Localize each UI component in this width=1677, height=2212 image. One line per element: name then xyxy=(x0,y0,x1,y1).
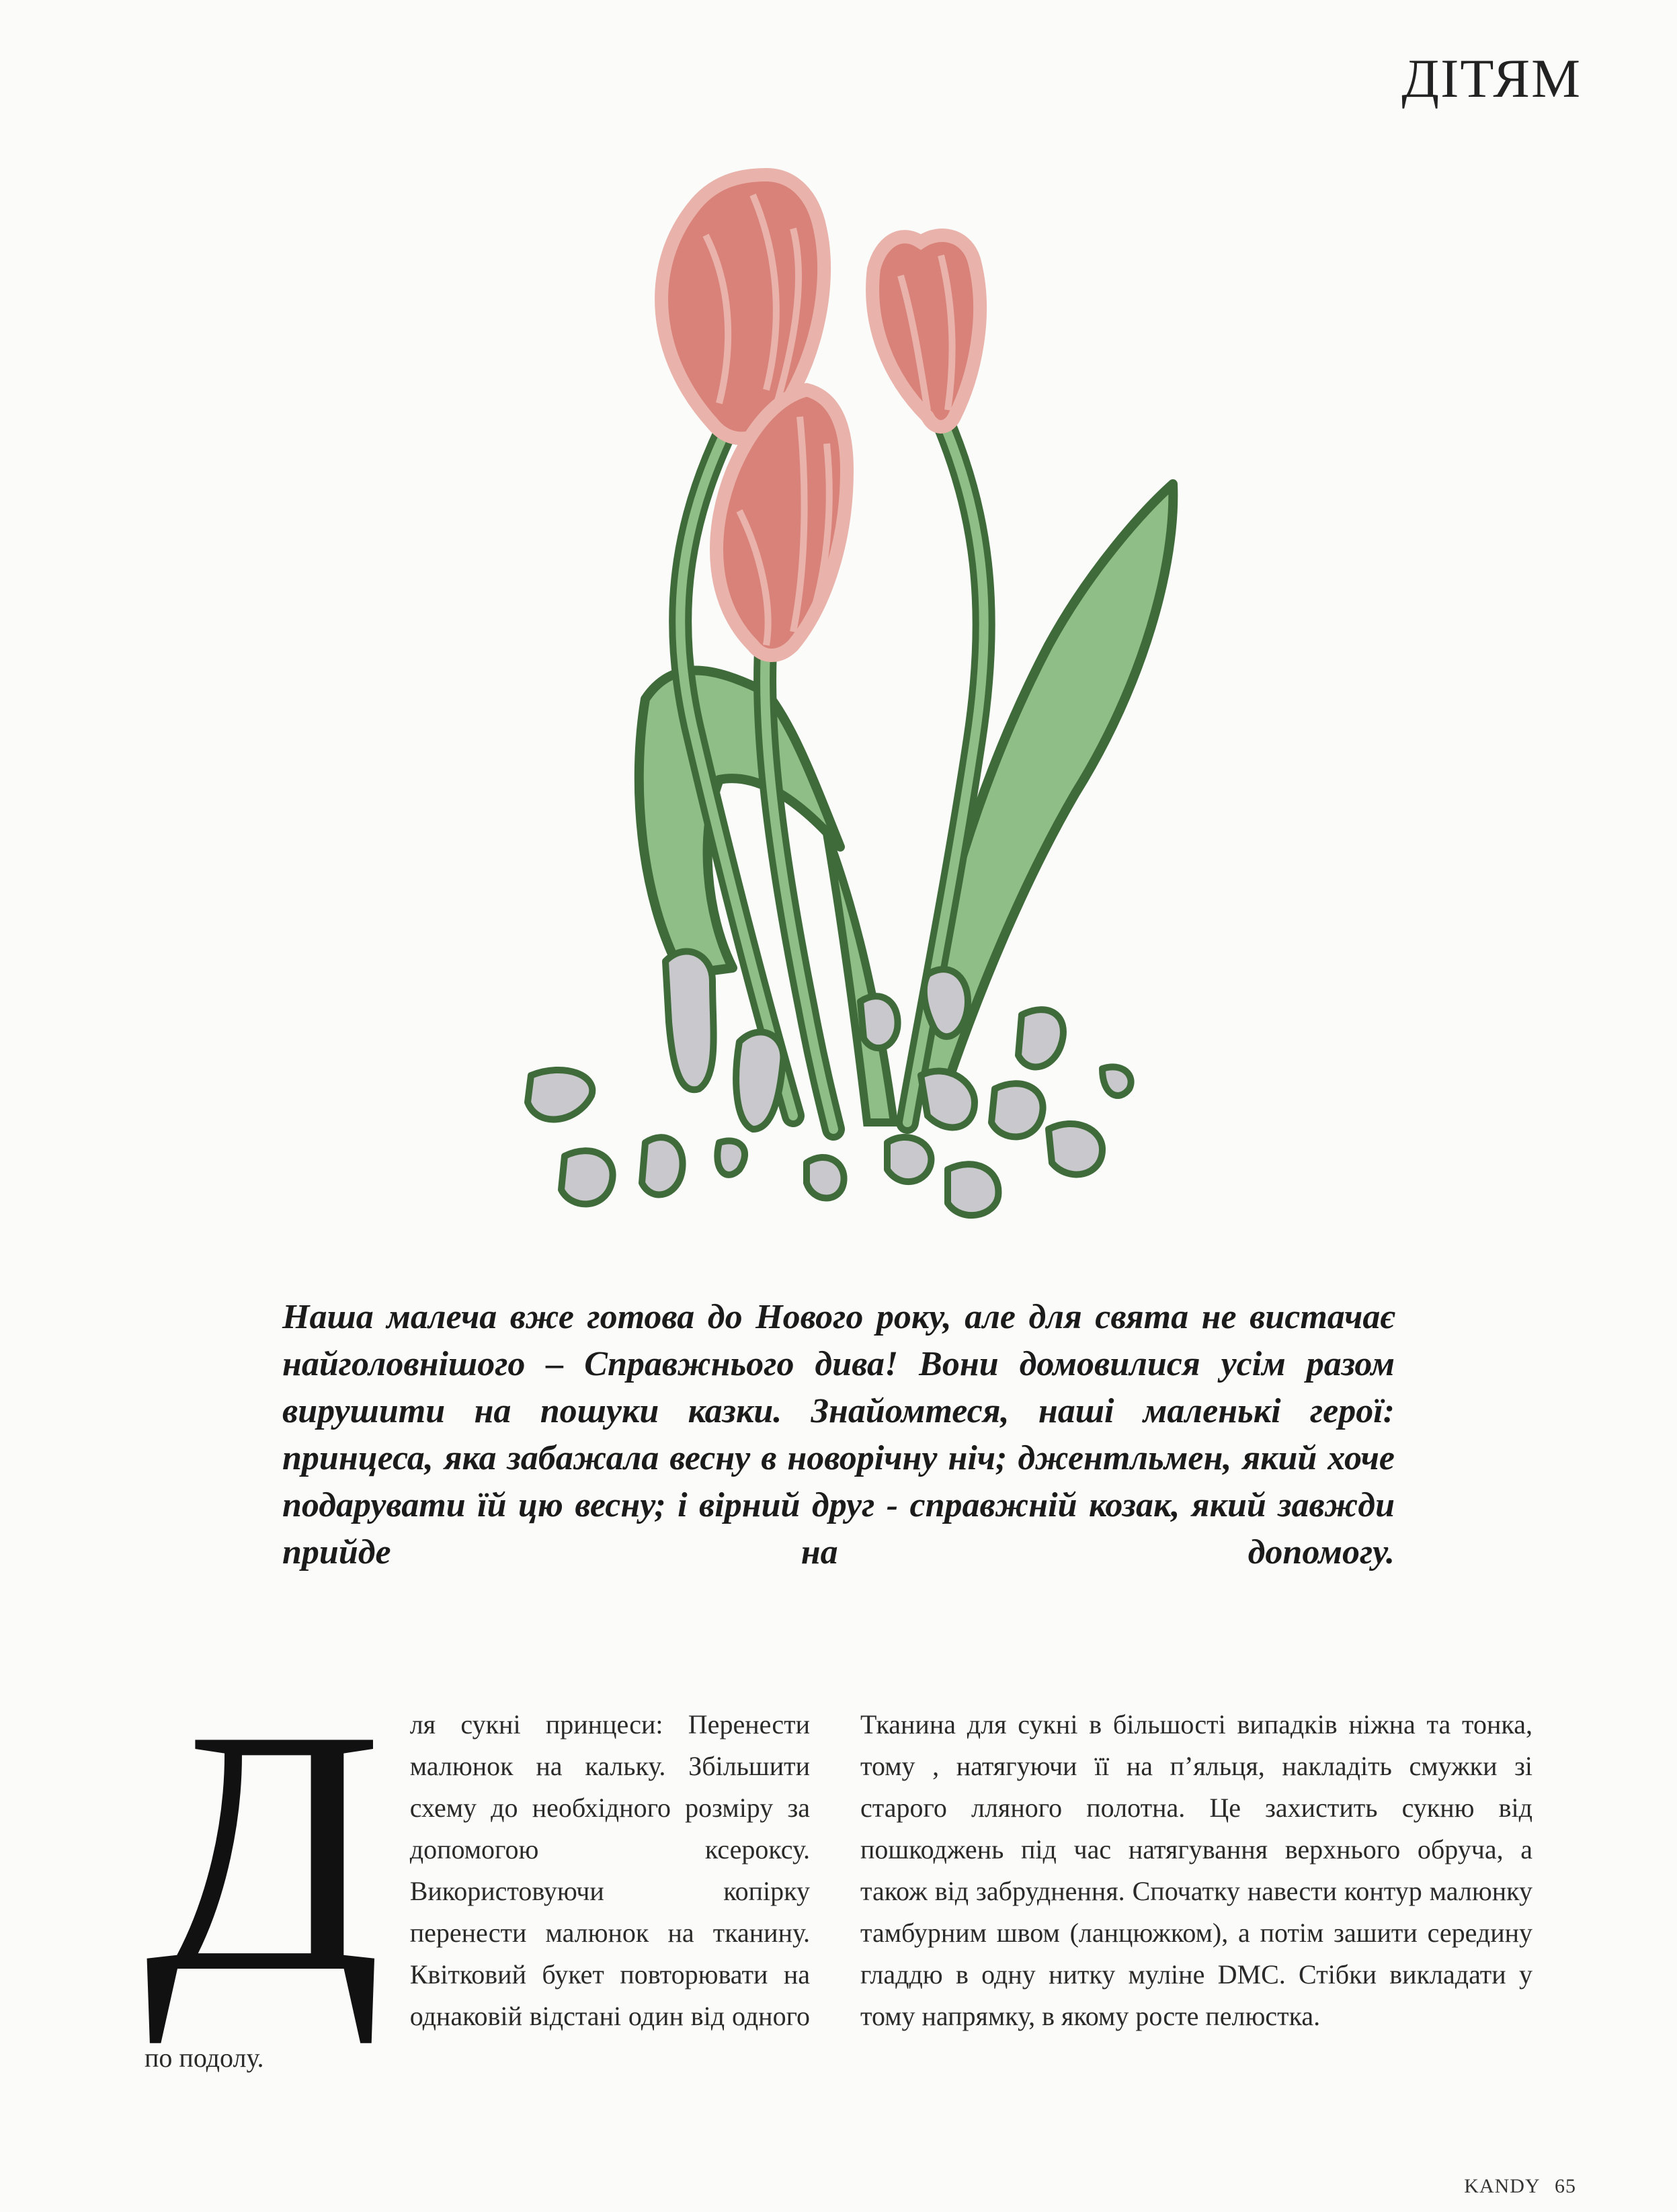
page-footer xyxy=(1455,2175,1576,2198)
tulip-flower-right xyxy=(872,235,980,427)
leaf-middle xyxy=(827,833,894,1122)
drop-cap: Д xyxy=(145,1658,383,2045)
article-right-text: Тканина для сукні в більшості випадків ніжна та тонка, тому , натягуючи її на п’яльця, накладіть смужки зі старого лляного полотна. Це захистить сукню від пошкоджень під час натягування верхнього обруча, а також від забруднення. Спочатку навести контур малюнку тамбурним швом (ланцюжком), а потім зашити середину гладдю в одну нитку муліне DMC. Стібки викладати у тому напрямку, в якому росте пелюстка. xyxy=(860,1709,1532,2031)
magazine-name: KANDY xyxy=(1464,2175,1540,2197)
intro-paragraph xyxy=(282,1294,1395,1576)
tulips-illustration xyxy=(511,134,1183,1264)
article-column-right xyxy=(860,1704,1532,2037)
article-column-left xyxy=(145,1658,810,2079)
intro-text: Наша малеча вже готова до Нового року, але для свята не вистачає найголовнішого – Справжнього дива! Вони домовилися усім разом вирушити на пошуки казки. Знайомтеся, наші маленькі герої: принцеса, яка забажала весну в новорічну ніч; джентльмен, який хоче подарувати їй цю весну; і вірний друг - справжній козак, який завжди прийде на допомогу. xyxy=(282,1298,1395,1571)
section-title: ДІТЯМ xyxy=(1401,48,1582,109)
page-number: 65 xyxy=(1555,2175,1576,2197)
article-left-text: ля сукні принцеси: Перенести малюнок на кальку. Збільшити схему до необхідного розміру за допомогою ксероксу. Використовуючи копірку перенести малюнок на тканину. Квітковий букет повторювати на однаковій відстані один від одного по подолу. xyxy=(145,1709,810,2073)
